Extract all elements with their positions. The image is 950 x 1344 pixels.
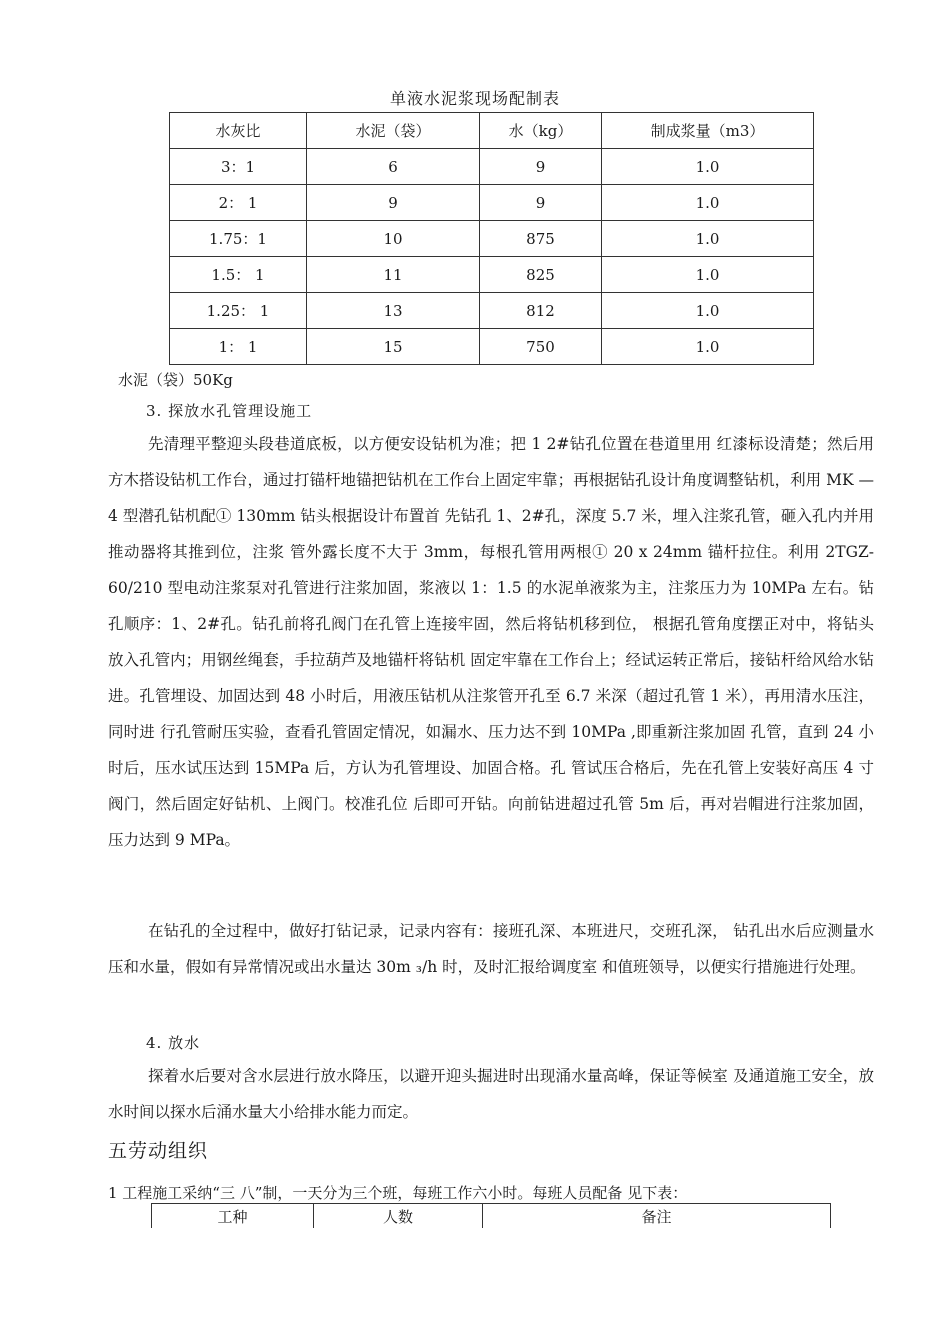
heading-drainage-pipe: 3. 探放水孔管理设施工 bbox=[146, 402, 313, 420]
table-cell: 1.0 bbox=[602, 149, 814, 185]
table-cell: 15 bbox=[307, 329, 480, 365]
table-cell: 750 bbox=[480, 329, 602, 365]
table-cell: 1.0 bbox=[602, 293, 814, 329]
paragraph-text: 先清理平整迎头段巷道底板，以方便安设钻机为准；把 1 2#钻孔位置在巷道里用 红漆标设清楚；然后用方木搭设钻机工作台，通过打锚杆地锚把钻机在工作台上固定牢靠；再根据钻孔设计角度调整钻机，利用 MK —4 型潜孔钻机配① 130mm 钻头根据设计布置首 先钻孔 1、2#孔，深度 5.7 米，埋入注浆孔管，砸入孔内并用推动器将其推到位，注浆 管外露长度不大于 3mm，每根孔管用两根① 20 x 24mm 锚杆拉住。利用 2TGZ-60/210 型电动注浆泵对孔管进行注浆加固，浆液以 1：1.5 的水泥单液浆为主，注浆压力为 10MPa 左右。钻孔顺序：1、2#孔。钻孔前将孔阀门在孔管上连接牢固，然后将钻机移到位， 根据孔管角度摆正对中，将钻头放入孔管内；用钢丝绳套，手拉葫芦及地锚杆将钻机 固定牢靠在工作台上；经试运转正常后，接钻杆给风给水钻进。孔管埋设、加固达到 48 小时后，用液压钻机从注浆管开孔至 6.7 米深（超过孔管 1 米），再用清水压注，同时进 行孔管耐压实验，查看孔管固定情况，如漏水、压力达不到 10MPa ,即重新注浆加固 孔管，直到 24 小时后，压水试压达到 15MPa 后，方认为孔管埋设、加固合格。孔 管试压合格后，先在孔管上安装好高压 4 寸阀门，然后固定好钻机、上阀门。校准孔位 后即可开钻。向前钻进超过孔管 5m 后，再对岩帽进行注浆加固，压力达到 9 MPa。 bbox=[108, 435, 874, 849]
table-header-row bbox=[170, 113, 814, 149]
column-header: 人数 bbox=[314, 1204, 483, 1229]
table-cell: 1.5： 1 bbox=[170, 257, 307, 293]
table-cell: 3：1 bbox=[170, 149, 307, 185]
table-cell: 1.0 bbox=[602, 257, 814, 293]
paragraph-drilling-record bbox=[108, 913, 874, 985]
table-row bbox=[170, 149, 814, 185]
table-row bbox=[170, 221, 814, 257]
column-header: 水灰比 bbox=[170, 113, 307, 149]
table-cell: 812 bbox=[480, 293, 602, 329]
table-row bbox=[170, 185, 814, 221]
table-cell: 13 bbox=[307, 293, 480, 329]
table-cell: 9 bbox=[480, 149, 602, 185]
labor-intro: 1 工程施工采纳“三 八”制，一天分为三个班，每班工作六小时。每班人员配备 见下表： bbox=[108, 1184, 688, 1202]
table-cell: 1： 1 bbox=[170, 329, 307, 365]
column-header: 工种 bbox=[152, 1204, 314, 1229]
table-header-row bbox=[152, 1204, 831, 1229]
labor-table bbox=[151, 1203, 831, 1228]
table-cell: 9 bbox=[480, 185, 602, 221]
table-cell: 1.0 bbox=[602, 329, 814, 365]
section-title-labor: 五劳动组织 bbox=[108, 1140, 209, 1162]
table-cell: 11 bbox=[307, 257, 480, 293]
table-cell: 1.0 bbox=[602, 185, 814, 221]
paragraph-text: 在钻孔的全过程中，做好打钻记录，记录内容有：接班孔深、本班进尺，交班孔深， 钻孔出水后应测量水压和水量，假如有异常情况或出水量达 30m ₃/h 时，及时汇报给调度室 和值班领导，以便实行措施进行处理。 bbox=[108, 922, 874, 976]
table-title: 单液水泥浆现场配制表 bbox=[389, 89, 560, 108]
table-cell: 1.0 bbox=[602, 221, 814, 257]
paragraph-text: 探着水后要对含水层进行放水降压，以避开迎头掘进时出现涌水量高峰，保证等候室 及通道施工安全，放水时间以探水后涌水量大小给排水能力而定。 bbox=[108, 1067, 874, 1121]
table-cell: 9 bbox=[307, 185, 480, 221]
table-cell: 10 bbox=[307, 221, 480, 257]
paragraph-pipe-installation bbox=[108, 426, 874, 858]
table-cell: 6 bbox=[307, 149, 480, 185]
table-cell: 2： 1 bbox=[170, 185, 307, 221]
table-cell: 875 bbox=[480, 221, 602, 257]
cement-note: 水泥（袋）50Kg bbox=[118, 371, 233, 389]
table-cell: 825 bbox=[480, 257, 602, 293]
table-row bbox=[170, 329, 814, 365]
mix-ratio-table bbox=[169, 112, 814, 365]
table-cell: 1.25： 1 bbox=[170, 293, 307, 329]
column-header: 制成浆量（m3） bbox=[602, 113, 814, 149]
table-cell: 1.75：1 bbox=[170, 221, 307, 257]
table-row bbox=[170, 257, 814, 293]
column-header: 水泥（袋） bbox=[307, 113, 480, 149]
table-row bbox=[170, 293, 814, 329]
heading-drainage: 4. 放水 bbox=[146, 1034, 201, 1052]
column-header: 水（kg） bbox=[480, 113, 602, 149]
paragraph-drainage bbox=[108, 1058, 874, 1130]
column-header: 备注 bbox=[483, 1204, 831, 1229]
